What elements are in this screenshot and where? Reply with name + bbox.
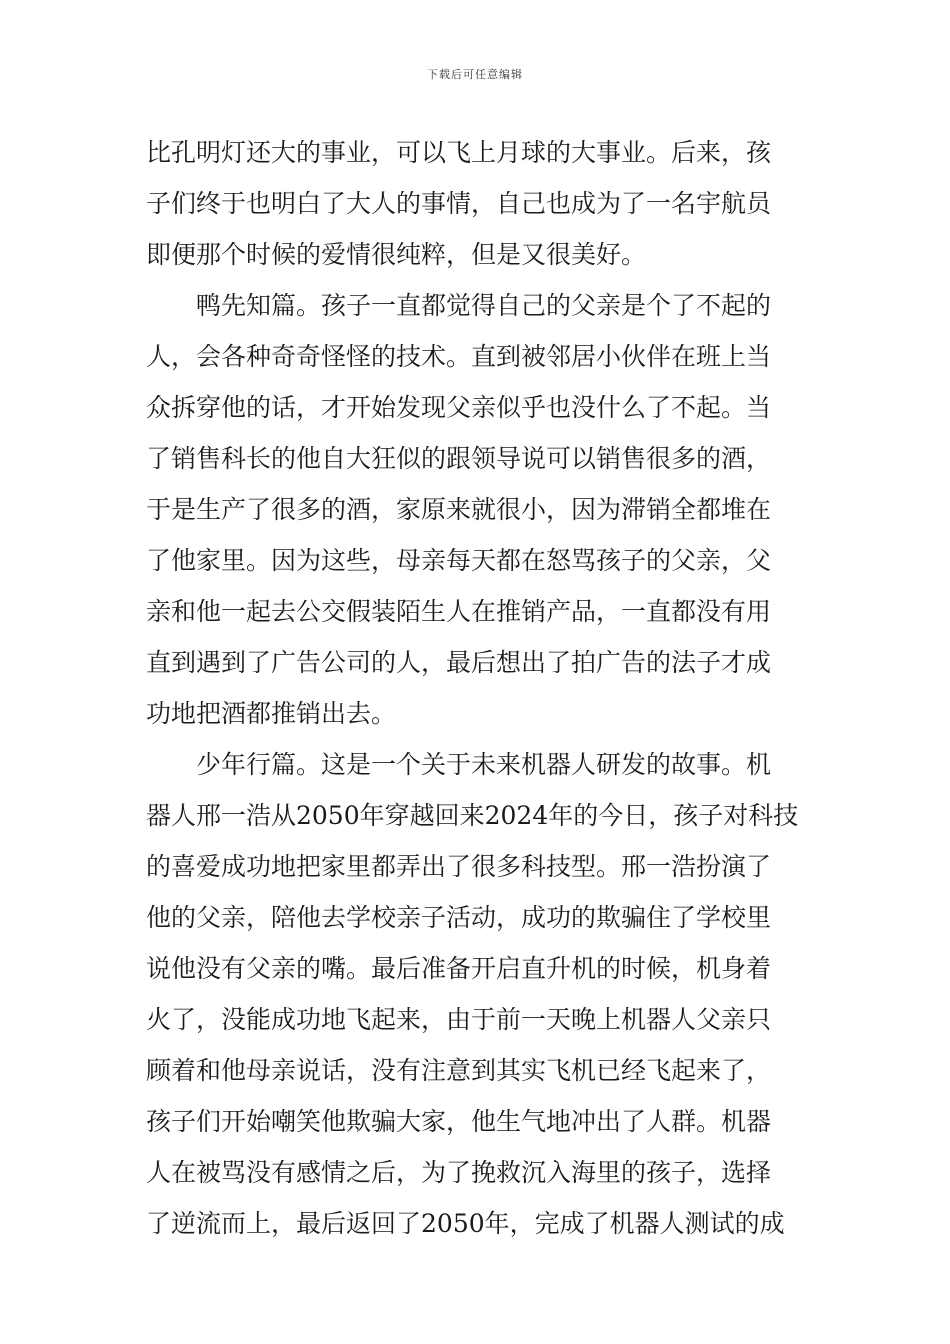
text-line: 顾着和他母亲说话，没有注意到其实飞机已经飞起来了， bbox=[146, 1056, 772, 1085]
paragraph-1 bbox=[146, 127, 806, 280]
text-line: 于是生产了很多的酒，家原来就很小，因为滞销全都堆在 bbox=[146, 495, 772, 524]
text-line: 直到遇到了广告公司的人，最后想出了拍广告的法子才成 bbox=[146, 648, 772, 677]
text-line: 功地把酒都推销出去。 bbox=[146, 699, 397, 728]
text-line: 比孔明灯还大的事业，可以飞上月球的大事业。后来，孩 bbox=[146, 138, 772, 167]
text-line: 了他家里。因为这些，母亲每天都在怒骂孩子的父亲，父 bbox=[146, 546, 772, 575]
text-line: 器人邢一浩从2050年穿越回来2024年的今日，孩子对科技 bbox=[146, 801, 799, 830]
text-line: 子们终于也明白了大人的事情，自己也成为了一名宇航员 bbox=[146, 189, 772, 218]
text-line: 说他没有父亲的嘴。最后准备开启直升机的时候，机身着 bbox=[146, 954, 772, 983]
text-line: 火了，没能成功地飞起来，由于前一天晚上机器人父亲只 bbox=[146, 1005, 772, 1034]
text-line: 他的父亲，陪他去学校亲子活动，成功的欺骗住了学校里 bbox=[146, 903, 772, 932]
text-line: 孩子们开始嘲笑他欺骗大家，他生气地冲出了人群。机器 bbox=[146, 1107, 772, 1136]
document-body bbox=[146, 127, 806, 1249]
text-line: 人，会各种奇奇怪怪的技术。直到被邻居小伙伴在班上当 bbox=[146, 342, 772, 371]
text-line: 了逆流而上，最后返回了2050年，完成了机器人测试的成 bbox=[146, 1209, 785, 1238]
page-header: 下载后可任意编辑 bbox=[427, 68, 523, 81]
text-line: 少年行篇。这是一个关于未来机器人研发的故事。机 bbox=[196, 750, 772, 779]
text-line: 亲和他一起去公交假装陌生人在推销产品，一直都没有用 bbox=[146, 597, 772, 626]
text-line: 即便那个时候的爱情很纯粹，但是又很美好。 bbox=[146, 240, 647, 269]
text-line: 众拆穿他的话，才开始发现父亲似乎也没什么了不起。当 bbox=[146, 393, 772, 422]
text-line: 了销售科长的他自大狂似的跟领导说可以销售很多的酒， bbox=[146, 444, 772, 473]
paragraph-2 bbox=[146, 280, 806, 739]
text-line: 的喜爱成功地把家里都弄出了很多科技型。邢一浩扮演了 bbox=[146, 852, 772, 881]
text-line: 人在被骂没有感情之后，为了挽救沉入海里的孩子，选择 bbox=[146, 1158, 772, 1187]
text-line: 鸭先知篇。孩子一直都觉得自己的父亲是个了不起的 bbox=[196, 291, 772, 320]
paragraph-3 bbox=[146, 739, 806, 1249]
